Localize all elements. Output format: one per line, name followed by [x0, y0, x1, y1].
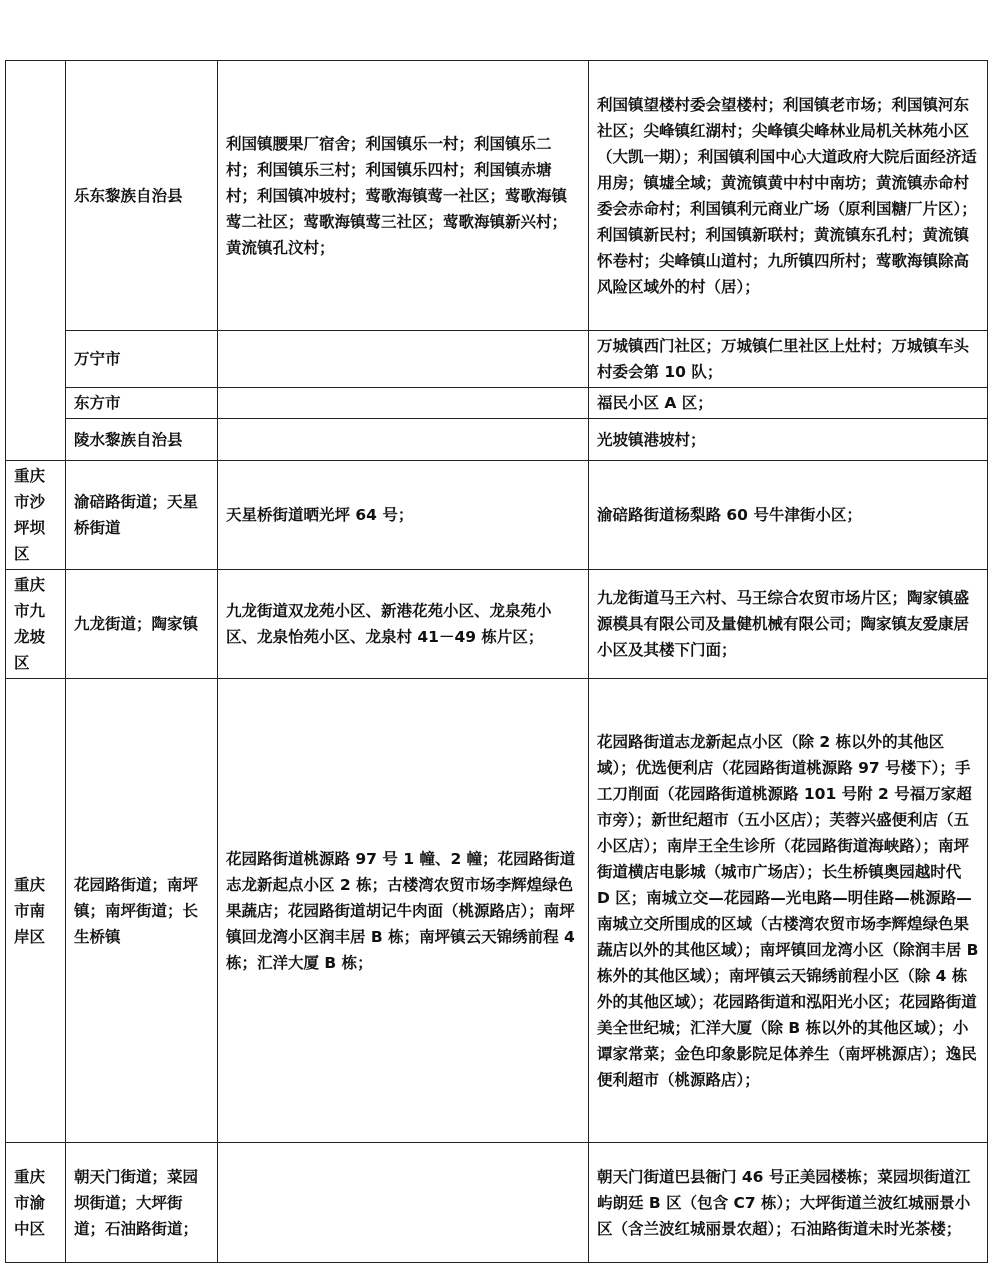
other-area-cell: 朝天门街道巴县衙门 46 号正美园楼栋；菜园坝街道江屿朗廷 B 区（包含 C7 栋）；大坪街道兰波红城丽景小区（含兰波红城丽景农超）；石油路街道未时光茶楼； — [589, 1143, 988, 1263]
district-cell: 乐东黎族自治县 — [66, 61, 218, 331]
high-risk-cell — [218, 419, 589, 461]
table-row — [6, 388, 988, 419]
other-area-cell: 万城镇西门社区；万城镇仁里社区上灶村；万城镇车头村委会第 10 队； — [589, 331, 988, 388]
district-cell: 陵水黎族自治县 — [66, 419, 218, 461]
table-row — [6, 61, 988, 331]
high-risk-cell — [218, 388, 589, 419]
other-area-cell: 利国镇望楼村委会望楼村；利国镇老市场；利国镇河东社区；尖峰镇红湖村；尖峰镇尖峰林业局机关林苑小区（大凯一期）；利国镇利国中心大道政府大院后面经济适用房；镇墟全域；黄流镇黄中村中南坊；黄流镇赤命村委会赤命村；利国镇利元商业广场（原利国糖厂片区）；利国镇新民村；利国镇新联村；黄流镇东孔村；黄流镇怀卷村；尖峰镇山道村；九所镇四所村；莺歌海镇除高风险区域外的村（居）； — [589, 61, 988, 331]
city-cell: 重庆市沙坪坝区 — [6, 461, 66, 570]
table-row — [6, 679, 988, 1143]
district-cell: 花园路街道；南坪镇；南坪街道；长生桥镇 — [66, 679, 218, 1143]
table-row — [6, 461, 988, 570]
other-area-cell: 渝碚路街道杨梨路 60 号牛津街小区； — [589, 461, 988, 570]
district-cell: 朝天门街道；菜园坝街道；大坪街道；石油路街道； — [66, 1143, 218, 1263]
other-area-cell: 九龙街道马王六村、马王综合农贸市场片区；陶家镇盛源模具有限公司及量健机械有限公司；陶家镇友爱康居小区及其楼下门面； — [589, 570, 988, 679]
city-cell: 重庆市南岸区 — [6, 679, 66, 1143]
other-area-cell: 花园路街道志龙新起点小区（除 2 栋以外的其他区域）；优选便利店（花园路街道桃源路 97 号楼下）；手工刀削面（花园路街道桃源路 101 号附 2 号福万家超市旁）；新世纪超市（五小区店）；芙蓉兴盛便利店（五小区店）；南岸王全生诊所（花园路街道海峡路）；南坪街道横店电影城（城市广场店）；长生桥镇奥园越时代 D 区；南城立交—花园路—光电路—明佳路—桃源路—南城立交所围成的区域（古楼湾农贸市场李辉煌绿色果蔬店以外的其他区域）；南坪镇回龙湾小区（除润丰居 B 栋外的其他区域）；南坪镇云天锦绣前程小区（除 4 栋外的其他区域）；花园路街道和泓阳光小区；花园路街道美全世纪城；汇洋大厦（除 B 栋以外的其他区域）；小谭家常菜；金色印象影院足体养生（南坪桃源店）；逸民便利超市（桃源路店）； — [589, 679, 988, 1143]
high-risk-cell: 天星桥街道晒光坪 64 号； — [218, 461, 589, 570]
risk-area-table — [5, 60, 988, 1263]
high-risk-cell: 利国镇腰果厂宿舍；利国镇乐一村；利国镇乐二村；利国镇乐三村；利国镇乐四村；利国镇赤塘村；利国镇冲坡村；莺歌海镇莺一社区；莺歌海镇莺二社区；莺歌海镇莺三社区；莺歌海镇新兴村；黄流镇孔汶村； — [218, 61, 589, 331]
district-cell: 万宁市 — [66, 331, 218, 388]
high-risk-cell: 九龙街道双龙苑小区、新港花苑小区、龙泉苑小区、龙泉怡苑小区、龙泉村 41－49 栋片区； — [218, 570, 589, 679]
district-cell: 渝碚路街道；天星桥街道 — [66, 461, 218, 570]
other-area-cell: 福民小区 A 区； — [589, 388, 988, 419]
city-cell: 重庆市渝中区 — [6, 1143, 66, 1263]
city-cell: 重庆市九龙坡区 — [6, 570, 66, 679]
high-risk-cell — [218, 331, 589, 388]
high-risk-cell — [218, 1143, 589, 1263]
table-row — [6, 419, 988, 461]
other-area-cell: 光坡镇港坡村； — [589, 419, 988, 461]
district-cell: 东方市 — [66, 388, 218, 419]
city-cell — [6, 61, 66, 461]
district-cell: 九龙街道；陶家镇 — [66, 570, 218, 679]
table-row — [6, 331, 988, 388]
table-row — [6, 1143, 988, 1263]
table-row — [6, 570, 988, 679]
high-risk-cell: 花园路街道桃源路 97 号 1 幢、2 幢；花园路街道志龙新起点小区 2 栋；古楼湾农贸市场李辉煌绿色果蔬店；花园路街道胡记牛肉面（桃源路店）；南坪镇回龙湾小区润丰居 B 栋；南坪镇云天锦绣前程 4 栋；汇洋大厦 B 栋； — [218, 679, 589, 1143]
